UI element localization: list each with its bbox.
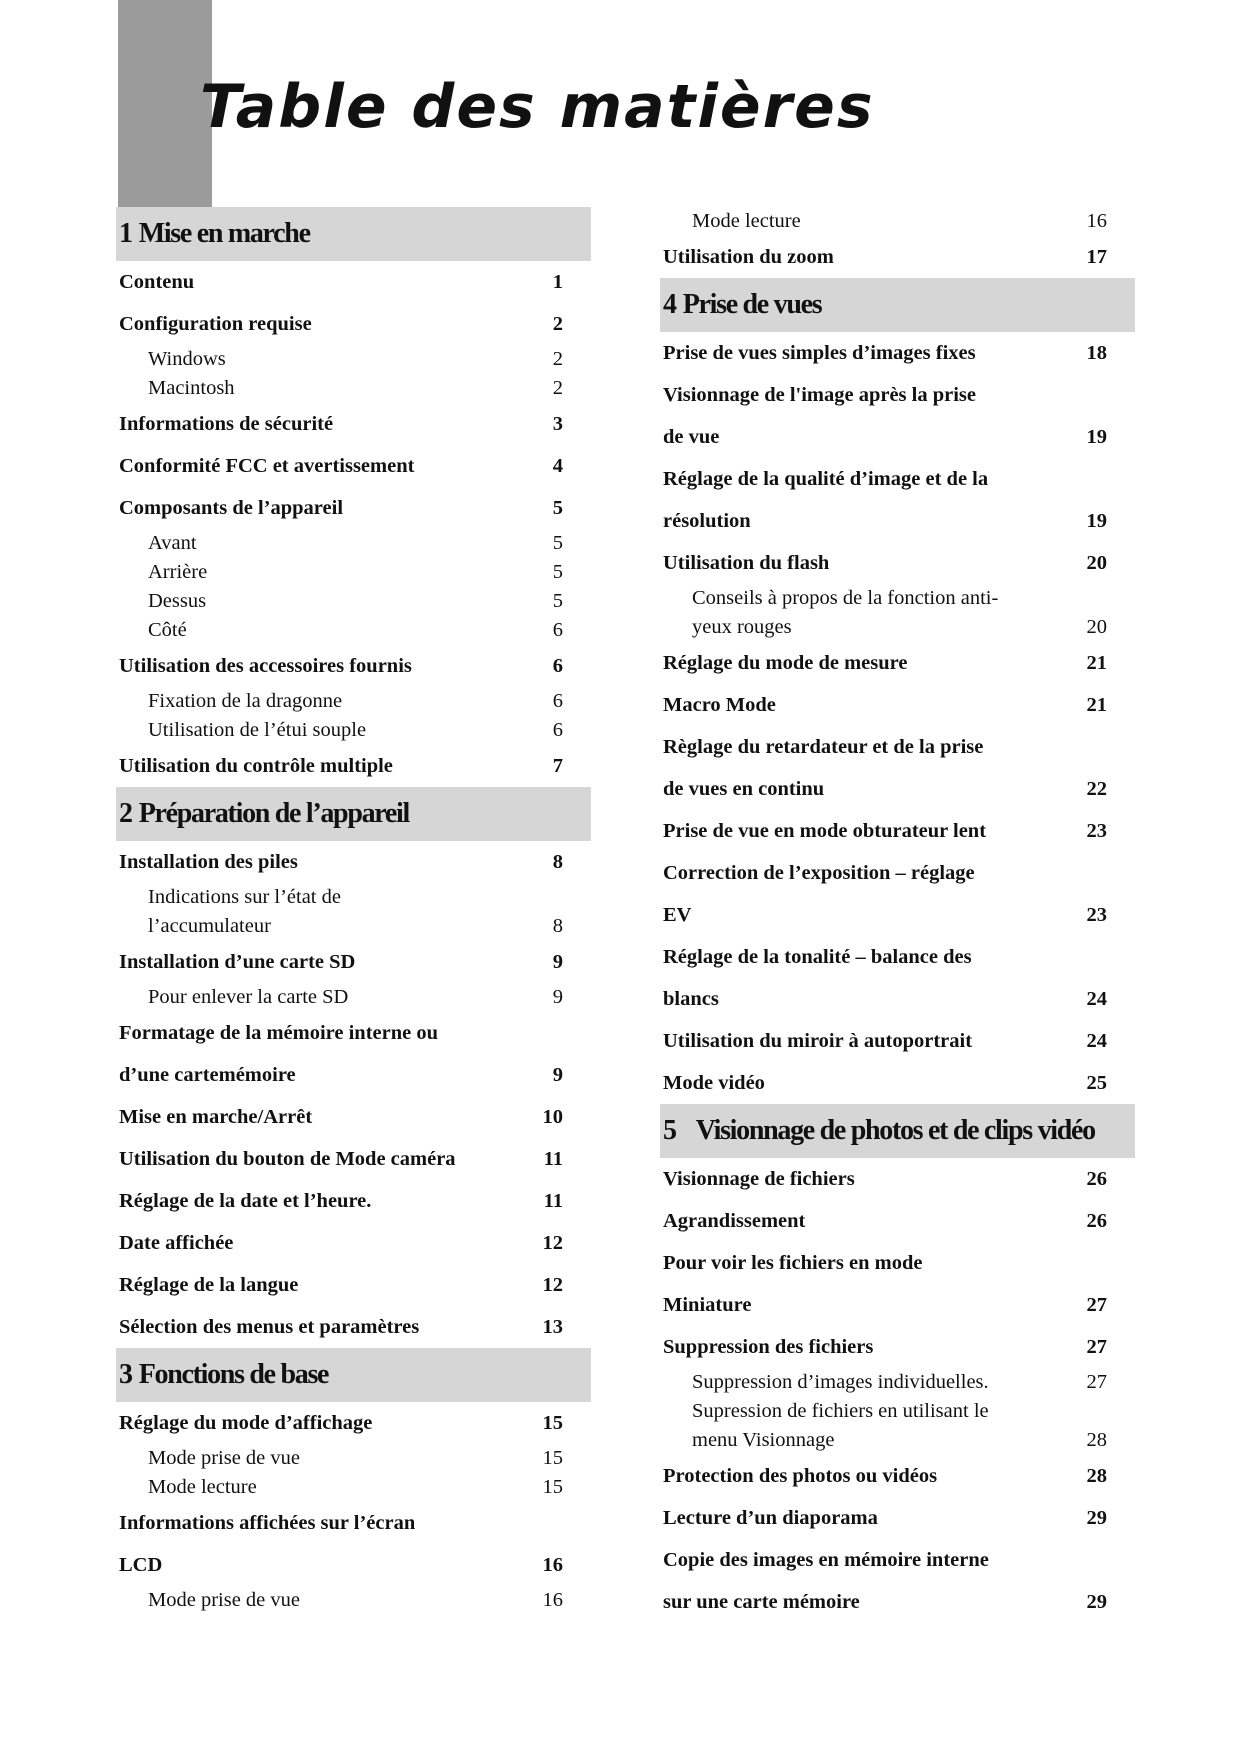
toc-entry-label: Lecture d’un diaporama — [663, 1507, 878, 1529]
toc-subentry[interactable] — [660, 1426, 1107, 1455]
toc-entry-label: Avant — [148, 532, 197, 554]
toc-entry-label: Utilisation du flash — [663, 552, 830, 574]
toc-entry-label: Miniature — [663, 1294, 752, 1316]
toc-entry[interactable] — [660, 1284, 1107, 1326]
toc-subentry[interactable] — [116, 1444, 563, 1473]
toc-entry[interactable] — [660, 978, 1107, 1020]
toc-entry[interactable] — [660, 542, 1107, 584]
toc-subentry[interactable] — [660, 207, 1107, 236]
toc-page-number: 16 — [1086, 210, 1107, 232]
toc-entry-line[interactable]: Réglage de la tonalité – balance des — [663, 946, 972, 968]
toc-entry-label: Conformité FCC et avertissement — [119, 455, 415, 477]
toc-entry-label: Côté — [148, 619, 187, 641]
toc-subentry[interactable] — [116, 716, 563, 745]
toc-page-number: 28 — [1086, 1429, 1107, 1451]
toc-page-number: 21 — [1086, 694, 1107, 716]
toc-entry-label: Suppression des fichiers — [663, 1336, 874, 1358]
toc-page-number: 6 — [552, 619, 563, 641]
toc-column-left — [116, 207, 591, 1615]
toc-entry-label: Installation des piles — [119, 851, 298, 873]
toc-entry[interactable] — [660, 768, 1107, 810]
toc-subentry[interactable] — [116, 345, 563, 374]
toc-entry-label: Réglage de la langue — [119, 1274, 299, 1296]
toc-page-number: 24 — [1086, 1030, 1107, 1052]
toc-entry-line[interactable]: Conseils à propos de la fonction anti- — [692, 587, 999, 609]
toc-page-number: 27 — [1086, 1294, 1107, 1316]
toc-entry-label: Mode prise de vue — [148, 1589, 300, 1611]
toc-entry[interactable] — [116, 403, 563, 445]
toc-entry-label: l’accumulateur — [148, 915, 271, 937]
toc-page-number: 15 — [542, 1476, 563, 1498]
toc-entry-label: sur une carte mémoire — [663, 1591, 860, 1613]
toc-page-number: 19 — [1086, 510, 1107, 532]
toc-entry-label: Visionnage de fichiers — [663, 1168, 855, 1190]
toc-page-number: 26 — [1086, 1168, 1107, 1190]
toc-entry-line[interactable]: Copie des images en mémoire interne — [663, 1549, 989, 1571]
toc-page-number: 5 — [552, 497, 563, 519]
toc-entry[interactable] — [116, 261, 563, 303]
toc-page-number: 13 — [542, 1316, 563, 1338]
toc-page-number: 12 — [542, 1274, 563, 1296]
toc-entry[interactable] — [660, 642, 1107, 684]
toc-entry-line[interactable]: Informations affichées sur l’écran — [119, 1512, 416, 1534]
toc-entry-label: de vue — [663, 426, 720, 448]
toc-page-number: 27 — [1086, 1336, 1107, 1358]
toc-entry-label: Utilisation du bouton de Mode caméra — [119, 1148, 456, 1170]
toc-entry-label: résolution — [663, 510, 751, 532]
toc-page-number: 27 — [1086, 1371, 1107, 1393]
section-number: 1 — [119, 218, 132, 249]
toc-page-number: 2 — [552, 348, 563, 370]
toc-page-number: 5 — [552, 561, 563, 583]
toc-page-number: 8 — [552, 851, 563, 873]
toc-page-number: 23 — [1086, 820, 1107, 842]
toc-subentry[interactable] — [116, 587, 563, 616]
toc-page-number: 15 — [542, 1412, 563, 1434]
toc-entry[interactable] — [660, 1581, 1107, 1623]
toc-entry-label: Pour enlever la carte SD — [148, 986, 349, 1008]
section-title: Mise en marche — [138, 218, 310, 249]
toc-subentry[interactable] — [660, 613, 1107, 642]
toc-page-number: 9 — [552, 986, 563, 1008]
toc-entry[interactable] — [660, 332, 1107, 374]
toc-entry-label: menu Visionnage — [692, 1429, 835, 1451]
section-number: 2 — [119, 798, 132, 829]
toc-page-number: 22 — [1086, 778, 1107, 800]
toc-entry-label: Utilisation du miroir à autoportrait — [663, 1030, 973, 1052]
toc-entry[interactable] — [116, 445, 563, 487]
toc-page-number: 4 — [552, 455, 563, 477]
toc-entry-label: Mise en marche/Arrêt — [119, 1106, 313, 1128]
toc-page-number: 5 — [552, 532, 563, 554]
toc-entry[interactable] — [660, 1455, 1107, 1497]
toc-entry-label: Macro Mode — [663, 694, 776, 716]
toc-entry-label: Utilisation des accessoires fournis — [119, 655, 412, 677]
toc-subentry[interactable] — [116, 687, 563, 716]
toc-entry-label: EV — [663, 904, 692, 926]
toc-entry-line[interactable]: Formatage de la mémoire interne ou — [119, 1022, 438, 1044]
toc-subentry[interactable] — [116, 1473, 563, 1502]
section-number: 5 — [663, 1115, 676, 1146]
toc-entry-label: blancs — [663, 988, 719, 1010]
toc-page-number: 20 — [1086, 616, 1107, 638]
toc-entry[interactable] — [660, 236, 1107, 278]
toc-page-number: 6 — [552, 655, 563, 677]
section-title: Prise de vues — [682, 289, 822, 320]
toc-entry[interactable] — [116, 1054, 563, 1096]
toc-column-right — [660, 207, 1135, 1623]
toc-subentry[interactable] — [116, 1586, 563, 1615]
toc-entry[interactable] — [116, 1180, 563, 1222]
toc-page-number: 5 — [552, 590, 563, 612]
toc-entry[interactable] — [660, 1020, 1107, 1062]
toc-entry-line[interactable]: Visionnage de l'image après la prise — [663, 384, 976, 406]
section-title: Visionnage de photos et de clips vidéo — [695, 1115, 1095, 1146]
toc-page-number: 3 — [552, 413, 563, 435]
toc-entry-line[interactable]: Indications sur l’état de — [148, 886, 341, 908]
toc-page-number: 16 — [542, 1554, 563, 1576]
toc-entry-label: Prise de vue en mode obturateur lent — [663, 820, 987, 842]
section-header — [116, 207, 591, 261]
toc-entry-label: Réglage du mode d’affichage — [119, 1412, 373, 1434]
toc-page-number: 11 — [543, 1148, 563, 1170]
toc-entry[interactable] — [116, 841, 563, 883]
toc-entry-label: Utilisation de l’étui souple — [148, 719, 367, 741]
toc-entry-label: d’une cartemémoire — [119, 1064, 296, 1086]
toc-entry[interactable] — [116, 645, 563, 687]
toc-page-number: 11 — [543, 1190, 563, 1212]
toc-entry[interactable] — [116, 1544, 563, 1586]
section-number: 3 — [119, 1359, 132, 1390]
toc-entry-label: Contenu — [119, 271, 195, 293]
toc-entry[interactable] — [660, 416, 1107, 458]
toc-page-number: 10 — [542, 1106, 563, 1128]
toc-entry-label: Protection des photos ou vidéos — [663, 1465, 938, 1487]
toc-page-number: 16 — [542, 1589, 563, 1611]
toc-page-number: 9 — [552, 951, 563, 973]
toc-entry-line[interactable]: Correction de l’exposition – réglage — [663, 862, 975, 884]
toc-page-number: 23 — [1086, 904, 1107, 926]
toc-entry[interactable] — [116, 745, 563, 787]
toc-entry-line[interactable]: Supression de fichiers en utilisant le — [692, 1400, 989, 1422]
toc-entry-label: Configuration requise — [119, 313, 312, 335]
toc-entry[interactable] — [660, 500, 1107, 542]
toc-entry[interactable] — [116, 1306, 563, 1348]
toc-entry[interactable] — [660, 1158, 1107, 1200]
toc-entry-line[interactable]: Règlage du retardateur et de la prise — [663, 736, 984, 758]
toc-page-number: 20 — [1086, 552, 1107, 574]
toc-subentry[interactable] — [116, 558, 563, 587]
toc-page-number: 2 — [552, 377, 563, 399]
toc-entry[interactable] — [660, 1497, 1107, 1539]
section-header — [116, 787, 591, 841]
toc-subentry[interactable] — [116, 529, 563, 558]
toc-entry-label: Arrière — [148, 561, 208, 583]
toc-entry[interactable] — [660, 1326, 1107, 1368]
toc-page-number: 24 — [1086, 988, 1107, 1010]
toc-page-number: 26 — [1086, 1210, 1107, 1232]
toc-entry-label: Utilisation du zoom — [663, 246, 834, 268]
toc-entry-line[interactable]: Pour voir les fichiers en mode — [663, 1252, 923, 1274]
toc-entry[interactable] — [116, 1096, 563, 1138]
chapter-tab-bar — [118, 0, 212, 208]
toc-entry[interactable] — [116, 1222, 563, 1264]
toc-page-number: 18 — [1086, 342, 1107, 364]
toc-entry[interactable] — [660, 1062, 1107, 1104]
page-title: Table des matières — [200, 72, 875, 142]
toc-entry-label: de vues en continu — [663, 778, 825, 800]
toc-entry-label: Mode prise de vue — [148, 1447, 300, 1469]
toc-entry[interactable] — [116, 303, 563, 345]
toc-entry-line[interactable]: Réglage de la qualité d’image et de la — [663, 468, 989, 490]
toc-entry-label: Utilisation du contrôle multiple — [119, 755, 393, 777]
section-title: Préparation de l’appareil — [138, 798, 409, 829]
toc-subentry[interactable] — [116, 374, 563, 403]
section-header — [660, 278, 1135, 332]
toc-entry-label: Date affichée — [119, 1232, 234, 1254]
toc-entry[interactable] — [116, 487, 563, 529]
toc-entry[interactable] — [660, 810, 1107, 852]
toc-page-number: 12 — [542, 1232, 563, 1254]
toc-page-number: 29 — [1086, 1591, 1107, 1613]
toc-entry-label: Composants de l’appareil — [119, 497, 344, 519]
toc-entry[interactable] — [660, 1200, 1107, 1242]
toc-entry-label: Mode lecture — [692, 210, 801, 232]
toc-entry-label: Réglage du mode de mesure — [663, 652, 908, 674]
toc-entry-label: Windows — [148, 348, 226, 370]
toc-page-number: 9 — [552, 1064, 563, 1086]
toc-entry-label: LCD — [119, 1554, 163, 1576]
toc-entry-label: Mode lecture — [148, 1476, 257, 1498]
toc-page-number: 17 — [1086, 246, 1107, 268]
toc-subentry[interactable] — [116, 983, 563, 1012]
section-header — [660, 1104, 1135, 1158]
toc-entry-label: Fixation de la dragonne — [148, 690, 343, 712]
section-title: Fonctions de base — [138, 1359, 329, 1390]
toc-entry-label: Installation d’une carte SD — [119, 951, 356, 973]
toc-entry[interactable] — [116, 1138, 563, 1180]
toc-entry-label: Informations de sécurité — [119, 413, 334, 435]
toc-entry-label: Réglage de la date et l’heure. — [119, 1190, 372, 1212]
toc-page-number: 6 — [552, 719, 563, 741]
toc-entry-label: Macintosh — [148, 377, 235, 399]
toc-page-number: 8 — [552, 915, 563, 937]
toc-page-number: 7 — [552, 755, 563, 777]
toc-entry[interactable] — [116, 941, 563, 983]
toc-page-number: 28 — [1086, 1465, 1107, 1487]
toc-entry-label: Sélection des menus et paramètres — [119, 1316, 420, 1338]
toc-page-number: 2 — [552, 313, 563, 335]
toc-entry-label: Suppression d’images individuelles. — [692, 1371, 989, 1393]
toc-entry-label: Mode vidéo — [663, 1072, 765, 1094]
toc-subentry[interactable] — [116, 616, 563, 645]
toc-entry-label: Prise de vues simples d’images fixes — [663, 342, 976, 364]
section-number: 4 — [663, 289, 676, 320]
toc-entry[interactable] — [116, 1402, 563, 1444]
toc-subentry[interactable] — [660, 1368, 1107, 1397]
toc-page-number: 19 — [1086, 426, 1107, 448]
toc-page-number: 6 — [552, 690, 563, 712]
toc-entry[interactable] — [116, 1264, 563, 1306]
toc-entry[interactable] — [660, 894, 1107, 936]
toc-page-number: 1 — [552, 271, 563, 293]
toc-page-number: 25 — [1086, 1072, 1107, 1094]
toc-subentry[interactable] — [116, 912, 563, 941]
toc-page-number: 15 — [542, 1447, 563, 1469]
section-header — [116, 1348, 591, 1402]
toc-entry[interactable] — [660, 684, 1107, 726]
toc-entry-label: Dessus — [148, 590, 207, 612]
toc-entry-label: yeux rouges — [692, 616, 792, 638]
toc-page-number: 29 — [1086, 1507, 1107, 1529]
toc-entry-label: Agrandissement — [663, 1210, 806, 1232]
toc-page-number: 21 — [1086, 652, 1107, 674]
